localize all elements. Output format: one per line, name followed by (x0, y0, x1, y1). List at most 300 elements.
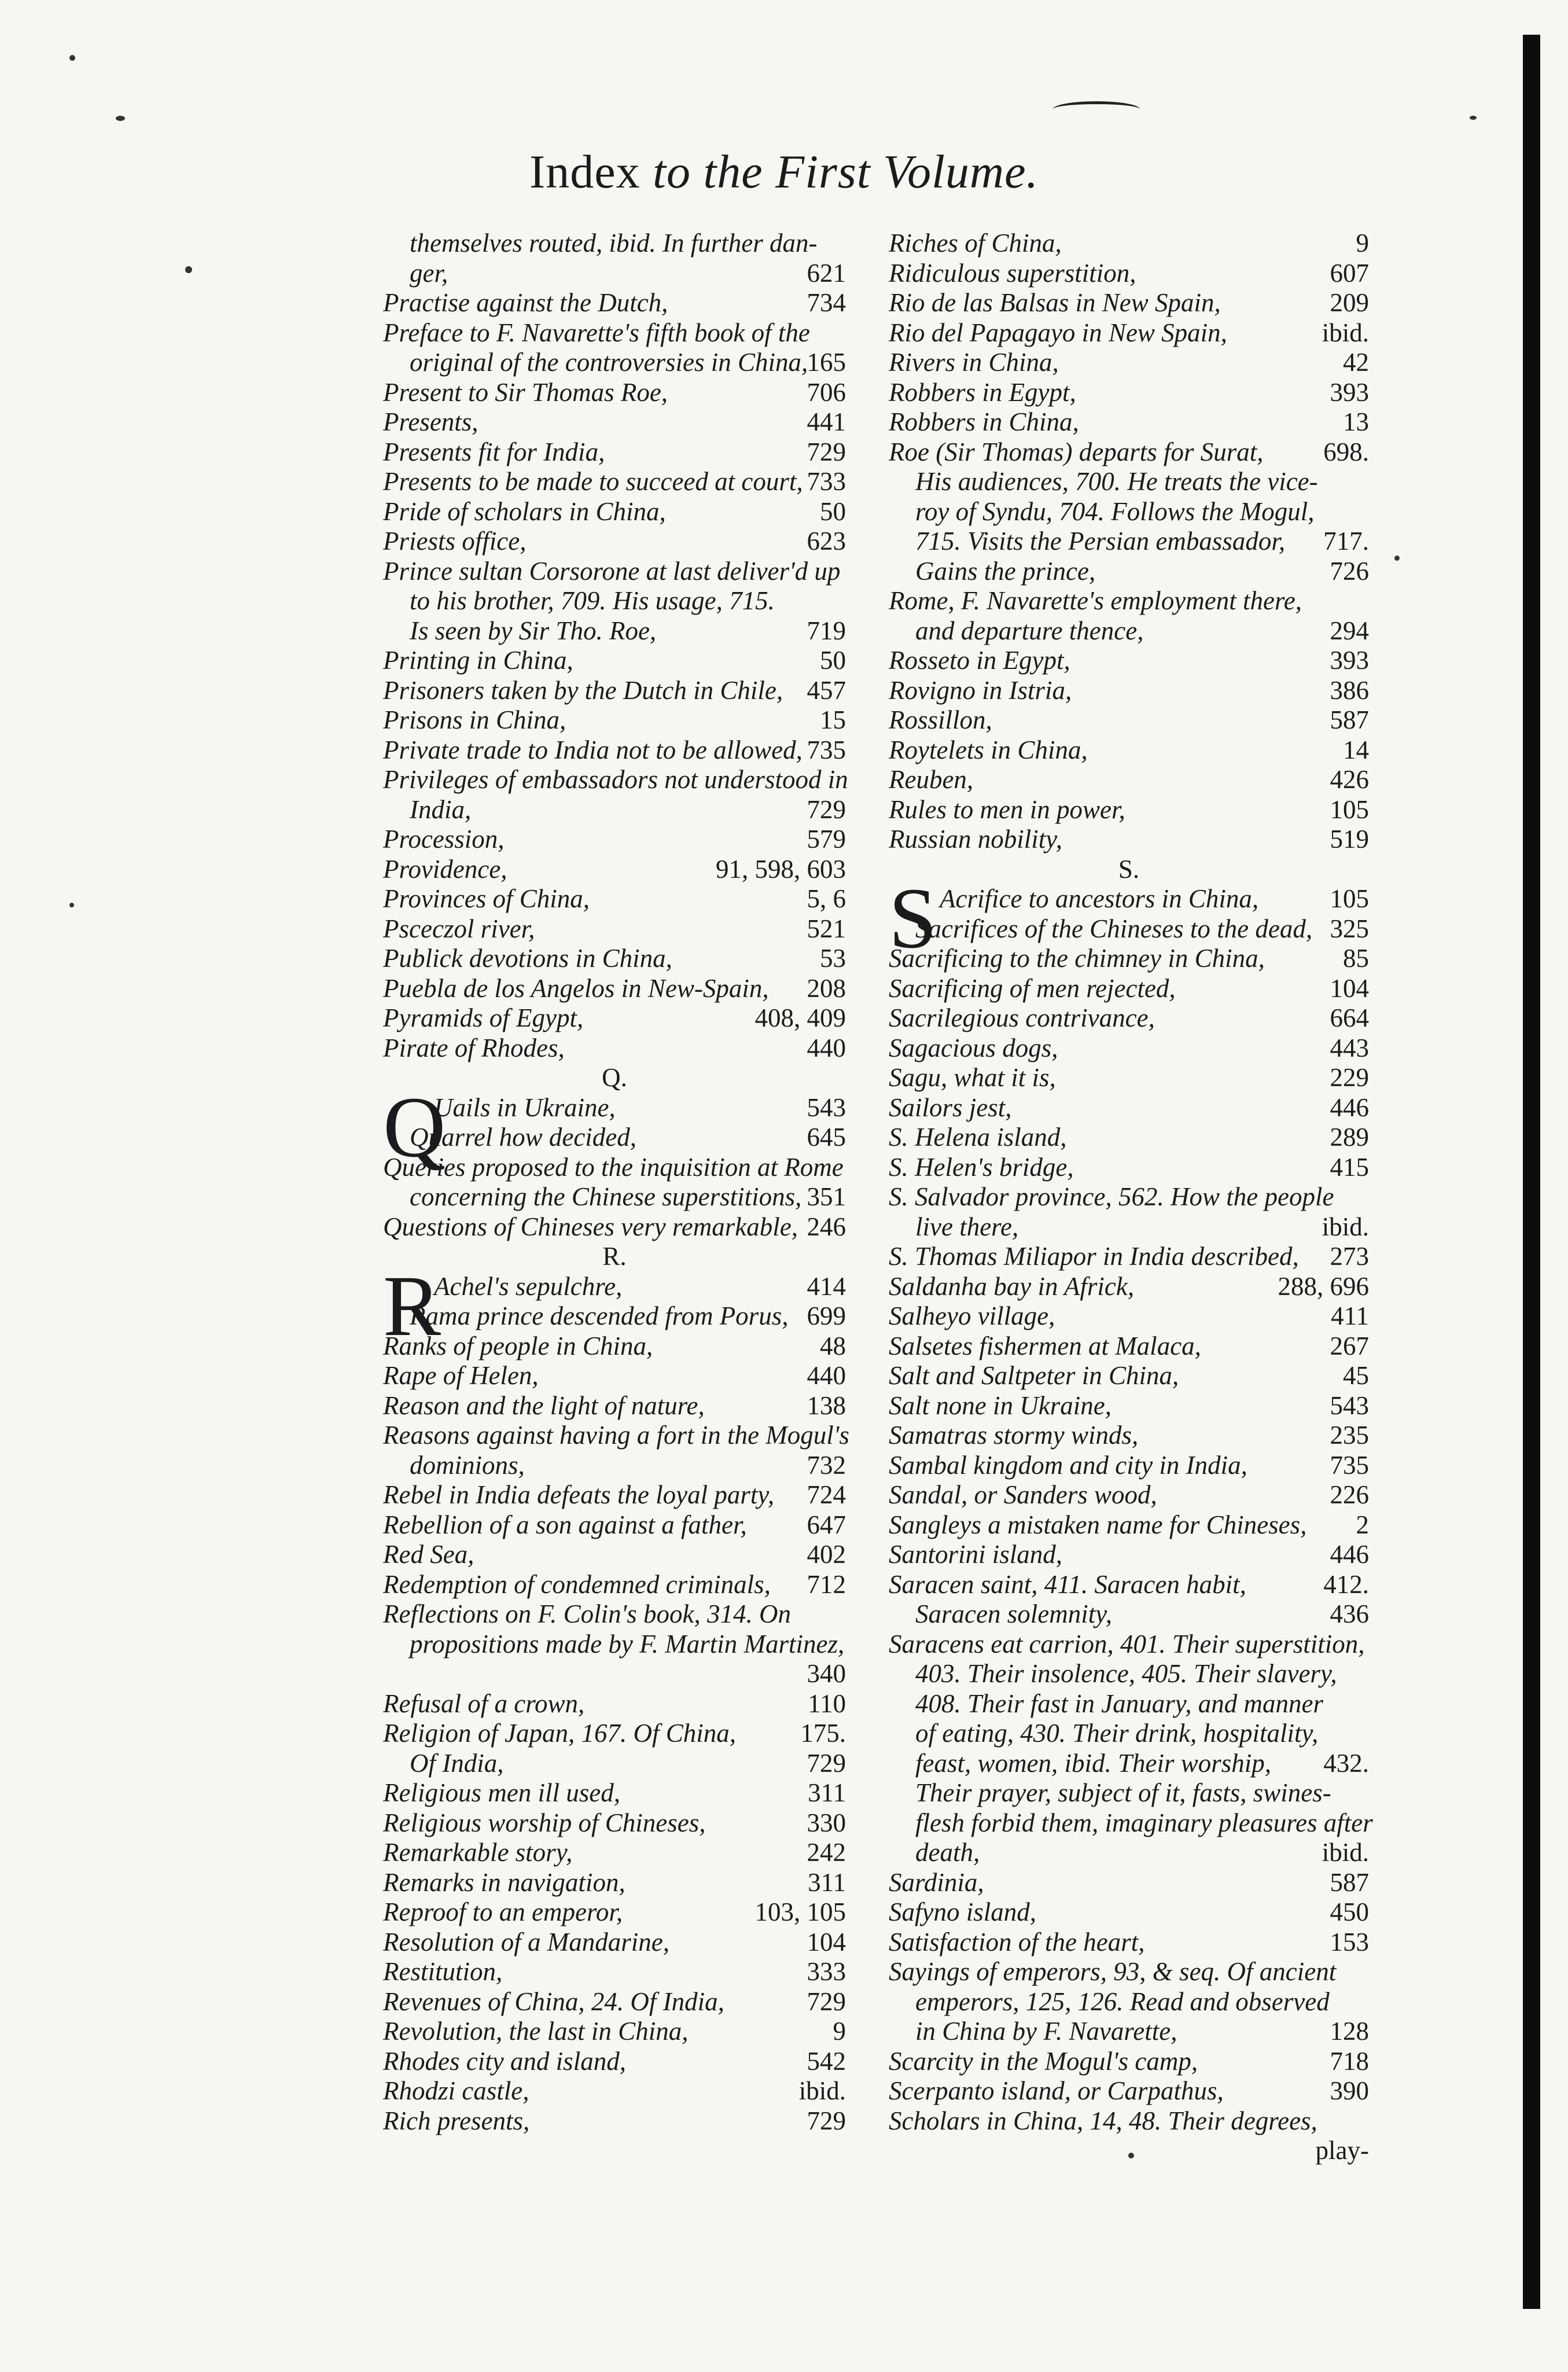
ink-speck (1394, 556, 1400, 561)
page-reference: 175. (800, 1719, 846, 1748)
entry-text: Rhodes city and island, (383, 2046, 626, 2076)
page-reference: 724 (807, 1480, 846, 1509)
entry-text: original of the controversies in China, (410, 348, 808, 377)
index-entry (383, 348, 846, 378)
page-reference: 14 (1343, 735, 1369, 764)
entry-text: Practise against the Dutch, (383, 288, 668, 317)
page-reference: ibid. (1322, 1838, 1369, 1867)
page-reference: 733 (807, 467, 846, 496)
page-reference: 698. (1323, 437, 1369, 466)
page-reference: 647 (807, 1510, 846, 1539)
entry-text: Religion of Japan, 167. Of China, (383, 1719, 736, 1748)
entry-text: Santorini island, (889, 1540, 1063, 1569)
page-reference: 289 (1330, 1123, 1369, 1152)
index-entry (889, 1182, 1369, 1212)
page-reference: 103, 105 (754, 1897, 846, 1926)
index-entry (889, 1093, 1369, 1123)
entry-text: feast, women, ibid. Their worship, (915, 1748, 1272, 1778)
index-entry (383, 1421, 849, 1451)
entry-text: Saracen saint, 411. Saracen habit, (889, 1569, 1246, 1599)
entry-text: Presents, (383, 407, 479, 436)
index-entry (889, 348, 1369, 378)
entry-text: Puebla de los Angelos in New-Spain, (383, 973, 769, 1003)
index-entry (889, 676, 1369, 706)
entry-text: Psceczol river, (383, 914, 535, 943)
index-entry (889, 527, 1369, 557)
page-reference: play- (1315, 2136, 1369, 2165)
page-reference: 621 (807, 258, 846, 288)
index-entry (383, 1003, 846, 1034)
page-reference: 50 (820, 646, 846, 675)
entry-text: Resolution of a Mandarine, (383, 1927, 669, 1957)
index-entry (383, 1630, 846, 1660)
entry-text: Satisfaction of the heart, (889, 1927, 1145, 1957)
page-reference: 579 (807, 825, 846, 854)
index-entry (889, 318, 1369, 348)
page-reference: 436 (1330, 1599, 1369, 1628)
entry-text: Robbers in China, (889, 407, 1079, 436)
page-reference: 208 (807, 973, 846, 1003)
entry-text: Preface to F. Navarette's fifth book of the (383, 318, 810, 347)
index-entry (383, 1480, 846, 1510)
entry-text: Salsetes fishermen at Malaca, (889, 1331, 1201, 1360)
index-entry (889, 1123, 1369, 1153)
entry-text: Religious men ill used, (383, 1778, 620, 1807)
index-entry (383, 318, 846, 348)
index-entry (383, 1361, 846, 1391)
entry-text: and departure thence, (915, 616, 1144, 645)
index-entry (889, 1868, 1369, 1898)
entry-text: S. Thomas Miliapor in India described, (889, 1242, 1299, 1271)
page-reference: 726 (1330, 556, 1369, 586)
index-entry (383, 1928, 846, 1958)
entry-text: Samatras stormy winds, (889, 1421, 1139, 1450)
index-entry (383, 437, 846, 468)
index-entry (383, 1301, 846, 1332)
index-entry (889, 795, 1369, 825)
entry-text: S. Helen's bridge, (889, 1152, 1074, 1182)
entry-text: Remarkable story, (383, 1838, 573, 1867)
index-entry (383, 795, 846, 825)
index-entry (383, 288, 846, 318)
page-reference: 712 (807, 1569, 846, 1599)
entry-text: Sacrifices of the Chineses to the dead, (915, 914, 1313, 943)
index-entry (383, 1540, 846, 1570)
index-entry (383, 1153, 846, 1183)
page-reference: 426 (1330, 765, 1369, 794)
page-reference: 393 (1330, 377, 1369, 407)
entry-text: Reuben, (889, 765, 974, 794)
index-entry (383, 765, 846, 795)
ink-speck (69, 55, 75, 61)
entry-text: Scerpanto island, or Carpathus, (889, 2076, 1224, 2105)
index-entry (383, 2047, 846, 2077)
page-reference: 729 (807, 1748, 846, 1778)
page-reference: 48 (820, 1331, 846, 1360)
page-reference: 242 (807, 1838, 846, 1867)
page-reference: 607 (1330, 258, 1369, 288)
page-reference: 735 (807, 735, 846, 764)
index-entry (383, 1808, 846, 1838)
index-entry (889, 1778, 1369, 1808)
index-entry (383, 497, 846, 527)
page-reference: 408, 409 (754, 1003, 846, 1032)
page-reference: 273 (1330, 1242, 1369, 1271)
index-entry (889, 1242, 1369, 1272)
entry-text: death, (915, 1838, 980, 1867)
page-reference: 543 (1330, 1391, 1369, 1420)
entry-text: Their prayer, subject of it, fasts, swines- (915, 1778, 1331, 1807)
page-reference: 729 (807, 2106, 846, 2135)
index-entry (889, 1063, 1369, 1093)
entry-text: live there, (915, 1212, 1019, 1241)
entry-text: Salheyo village, (889, 1301, 1055, 1330)
page-reference: 706 (807, 377, 846, 407)
index-entry (383, 1182, 846, 1212)
index-entry (889, 2017, 1369, 2047)
index-entry (889, 974, 1369, 1004)
entry-text: Scholars in China, 14, 48. Their degrees, (889, 2106, 1317, 2135)
entry-text: ger, (410, 258, 448, 288)
entry-text: Rules to men in power, (889, 795, 1125, 824)
index-entry (383, 1868, 846, 1898)
index-entry (889, 1749, 1369, 1779)
page-reference: 105 (1330, 884, 1369, 913)
index-entry (383, 1332, 846, 1362)
page-reference: 209 (1330, 288, 1369, 317)
index-entry (889, 1957, 1369, 1987)
page-reference: 294 (1330, 616, 1369, 645)
index-entry (889, 1391, 1369, 1421)
index-entry (383, 855, 846, 885)
index-entry (383, 884, 846, 914)
index-entry (889, 1212, 1369, 1242)
page-reference: 521 (807, 914, 846, 943)
index-entry (889, 825, 1369, 855)
right-index-column (889, 229, 1373, 2166)
entry-text: 403. Their insolence, 405. Their slavery, (915, 1659, 1337, 1688)
index-entry (889, 735, 1369, 766)
page-reference: 411 (1331, 1301, 1369, 1330)
page-edge-shadow (1523, 35, 1540, 2309)
entry-text: Rossillon, (889, 705, 992, 734)
page-reference: 246 (807, 1212, 846, 1241)
page-reference: 623 (807, 527, 846, 556)
page-reference: 443 (1330, 1033, 1369, 1062)
page-reference: 13 (1343, 407, 1369, 436)
index-entry (889, 1928, 1369, 1958)
entry-text: Reason and the light of nature, (383, 1391, 705, 1420)
index-entry (889, 944, 1369, 974)
title-plain: Index (529, 145, 641, 198)
entry-text: Pyramids of Egypt, (383, 1003, 584, 1032)
entry-text: Sacrilegious contrivance, (889, 1003, 1155, 1032)
entry-text: Questions of Chineses very remarkable, (383, 1212, 798, 1241)
entry-text: Salt and Saltpeter in China, (889, 1361, 1179, 1390)
entry-text: Present to Sir Thomas Roe, (383, 377, 668, 407)
page-reference: 457 (807, 675, 846, 705)
entry-text: Acrifice to ancestors in China, (940, 884, 1259, 913)
entry-text: Sandal, or Sanders wood, (889, 1480, 1157, 1509)
index-entry (383, 825, 846, 855)
drop-capital: Q (383, 1079, 446, 1175)
page-reference: 104 (1330, 973, 1369, 1003)
page-reference: 732 (807, 1450, 846, 1480)
page-reference: 542 (807, 2046, 846, 2076)
page-reference: 311 (808, 1778, 846, 1807)
page-reference: 719 (807, 616, 846, 645)
index-entry (889, 1301, 1369, 1332)
entry-text: Rosseto in Egypt, (889, 646, 1070, 675)
index-entry (383, 1987, 846, 2017)
entry-text: Rivers in China, (889, 348, 1059, 377)
index-entry (889, 1451, 1369, 1481)
entry-text: Sangleys a mistaken name for Chineses, (889, 1510, 1307, 1539)
page-reference: ibid. (1322, 1212, 1369, 1241)
page-reference: 415 (1330, 1152, 1369, 1182)
index-entry (889, 467, 1369, 497)
drop-capital: S (889, 870, 937, 966)
index-entry (383, 1212, 846, 1242)
index-entry (889, 2106, 1369, 2136)
entry-text: Quarrel how decided, (410, 1123, 637, 1152)
page-reference: 440 (807, 1033, 846, 1062)
entry-text: Rio de las Balsas in New Spain, (889, 288, 1221, 317)
index-entry (383, 1957, 846, 1987)
entry-text: Saldanha bay in Africk, (889, 1271, 1135, 1301)
entry-text: Publick devotions in China, (383, 944, 672, 973)
index-entry (383, 1897, 846, 1928)
entry-text: Pride of scholars in China, (383, 497, 666, 526)
page-reference: 414 (807, 1271, 846, 1301)
entry-text: 408. Their fast in January, and manner (915, 1689, 1323, 1718)
index-entry (889, 1599, 1369, 1630)
entry-text: Sagacious dogs, (889, 1033, 1058, 1062)
page-reference: 440 (807, 1361, 846, 1390)
index-entry (383, 1778, 846, 1808)
entry-text: His audiences, 700. He treats the vice- (915, 467, 1318, 496)
index-entry (889, 765, 1369, 795)
page-reference: 699 (807, 1301, 846, 1330)
entry-text: Safyno island, (889, 1897, 1036, 1926)
entry-text: Sambal kingdom and city in India, (889, 1450, 1247, 1480)
entry-text: India, (410, 795, 472, 824)
entry-text: flesh forbid them, imaginary pleasures after (915, 1808, 1373, 1837)
entry-text: Procession, (383, 825, 505, 854)
entry-text: Gains the prince, (915, 556, 1096, 586)
index-entry (383, 1510, 846, 1540)
index-entry (383, 378, 846, 408)
page-reference: 333 (807, 1957, 846, 1986)
page-reference: 446 (1330, 1540, 1369, 1569)
page-reference: ibid. (798, 2076, 846, 2105)
index-entry (383, 1391, 846, 1421)
entry-text: Restitution, (383, 1957, 503, 1986)
page-reference: 734 (807, 288, 846, 317)
page-reference: 330 (807, 1808, 846, 1837)
entry-text: Salt none in Ukraine, (889, 1391, 1111, 1420)
index-entry (889, 288, 1369, 318)
entry-text: Priests office, (383, 527, 527, 556)
index-entry (889, 259, 1369, 289)
entry-text: Presents to be made to succeed at court, (383, 467, 803, 496)
entry-text: 715. Visits the Persian embassador, (915, 527, 1286, 556)
index-entry (383, 1719, 846, 1749)
page-reference: 432. (1323, 1748, 1369, 1778)
index-entry (383, 1749, 846, 1779)
index-entry (889, 1480, 1369, 1510)
entry-text: Privileges of embassadors not understood in (383, 765, 848, 794)
index-entry (889, 616, 1369, 646)
index-entry (889, 1272, 1369, 1302)
entry-text: in China by F. Navarette, (915, 2017, 1177, 2046)
page-reference: 402 (807, 1540, 846, 1569)
page-reference: 718 (1330, 2046, 1369, 2076)
entry-text: Red Sea, (383, 1540, 474, 1569)
entry-text: Sailors jest, (889, 1093, 1012, 1122)
index-entry (383, 914, 846, 944)
index-entry (383, 229, 846, 259)
index-entry (383, 2017, 846, 2047)
page-reference: 53 (820, 944, 846, 973)
page-reference: 441 (807, 407, 846, 436)
page-reference: 165 (807, 348, 846, 377)
ornament-stroke (1053, 101, 1140, 117)
index-entry (889, 1987, 1369, 2017)
entry-text: Q. (602, 1063, 627, 1092)
entry-text: dominions, (410, 1450, 525, 1480)
entry-text: concerning the Chinese superstitions, (410, 1182, 802, 1211)
page-reference: ibid. (1322, 318, 1369, 347)
index-entry (383, 259, 846, 289)
page-reference: 226 (1330, 1480, 1369, 1509)
page-reference: 104 (807, 1927, 846, 1957)
index-entry (383, 1034, 846, 1064)
index-entry (383, 735, 846, 766)
entry-text: Rape of Helen, (383, 1361, 539, 1390)
index-entry (889, 1630, 1369, 1660)
page-reference: 729 (807, 795, 846, 824)
index-entry (889, 1808, 1373, 1838)
index-entry (383, 1689, 846, 1719)
left-index-column (383, 229, 849, 2136)
entry-text: Queries proposed to the inquisition at Rome (383, 1152, 844, 1182)
ink-speck (1128, 2153, 1134, 2158)
index-entry (383, 1570, 846, 1600)
page-reference: 267 (1330, 1331, 1369, 1360)
index-entry (889, 586, 1369, 616)
index-entry (383, 527, 846, 557)
entry-text: Rebellion of a son against a father, (383, 1510, 747, 1539)
index-entry (889, 1897, 1369, 1928)
index-entry (889, 1659, 1369, 1689)
entry-text: to his brother, 709. His usage, 715. (410, 586, 775, 615)
entry-text: S. (1118, 854, 1140, 884)
entry-text: emperors, 125, 126. Read and observed (915, 1987, 1330, 2016)
entry-text: Achel's sepulchre, (434, 1271, 623, 1301)
page-reference: 340 (807, 1659, 846, 1688)
page-reference: 450 (1330, 1897, 1369, 1926)
index-entry (889, 1332, 1369, 1362)
entry-text: Prince sultan Corsorone at last deliver'd up (383, 556, 841, 586)
entry-text: Revolution, the last in China, (383, 2017, 689, 2046)
page-reference: 9 (1356, 229, 1369, 258)
index-entry (889, 646, 1369, 676)
index-entry (889, 1510, 1369, 1540)
entry-text: Roe (Sir Thomas) departs for Surat, (889, 437, 1264, 466)
page-reference: 85 (1343, 944, 1369, 973)
index-entry (889, 1838, 1369, 1868)
section-letter-heading (383, 1063, 846, 1093)
index-entry (383, 557, 846, 587)
page-reference: 5, 6 (807, 884, 846, 913)
page-reference: 351 (807, 1182, 846, 1211)
entry-text: Pirate of Rhodes, (383, 1033, 565, 1062)
drop-capital: R (383, 1257, 441, 1354)
entry-text: Sagu, what it is, (889, 1063, 1056, 1092)
index-entry (889, 1689, 1369, 1719)
entry-text: Printing in China, (383, 646, 573, 675)
entry-text: Reflections on F. Colin's book, 314. On (383, 1599, 791, 1628)
entry-text: Saracens eat carrion, 401. Their superstition, (889, 1629, 1365, 1658)
index-entry (889, 557, 1369, 587)
index-entry (383, 1599, 846, 1630)
entry-text: Religious worship of Chineses, (383, 1808, 706, 1837)
index-entry (383, 1123, 846, 1153)
page-reference: 587 (1330, 1867, 1369, 1897)
entry-text: Prisoners taken by the Dutch in Chile, (383, 675, 783, 705)
entry-text: Robbers in Egypt, (889, 377, 1076, 407)
page-reference: 412. (1323, 1569, 1369, 1599)
index-entry (889, 705, 1369, 735)
index-entry (383, 1451, 846, 1481)
title-italic: to the First Volume. (653, 145, 1039, 198)
index-entry (889, 1570, 1369, 1600)
entry-text: Reasons against having a fort in the Mogul's (383, 1421, 849, 1450)
index-entry (383, 467, 846, 497)
index-entry (889, 497, 1369, 527)
entry-text: Rich presents, (383, 2106, 530, 2135)
entry-text: themselves routed, ibid. In further dan- (410, 229, 818, 258)
page-reference: 519 (1330, 825, 1369, 854)
page-reference: 110 (808, 1689, 846, 1718)
page-reference: 717. (1323, 527, 1369, 556)
ink-speck (185, 266, 192, 273)
entry-text: Is seen by Sir Tho. Roe, (410, 616, 657, 645)
index-entry (383, 407, 846, 437)
index-entry (383, 646, 846, 676)
entry-text: Presents fit for India, (383, 437, 605, 466)
index-entry (889, 378, 1369, 408)
index-entry (889, 1153, 1369, 1183)
index-entry (383, 944, 846, 974)
index-entry (383, 2106, 846, 2136)
page-reference: 386 (1330, 675, 1369, 705)
page-reference: 587 (1330, 705, 1369, 734)
entry-text: Ridiculous superstition, (889, 258, 1136, 288)
entry-text: of eating, 430. Their drink, hospitality, (915, 1719, 1319, 1748)
page-reference: 325 (1330, 914, 1369, 943)
page-reference: 288, 696 (1278, 1271, 1369, 1301)
entry-text: Rhodzi castle, (383, 2076, 529, 2105)
entry-text: Revenues of China, 24. Of India, (383, 1987, 724, 2016)
index-entry (889, 2047, 1369, 2077)
index-entry (383, 705, 846, 735)
entry-text: Roytelets in China, (889, 735, 1088, 764)
entry-text: Scarcity in the Mogul's camp, (889, 2046, 1198, 2076)
entry-text: Providence, (383, 854, 507, 884)
entry-text: Saracen solemnity, (915, 1599, 1112, 1628)
